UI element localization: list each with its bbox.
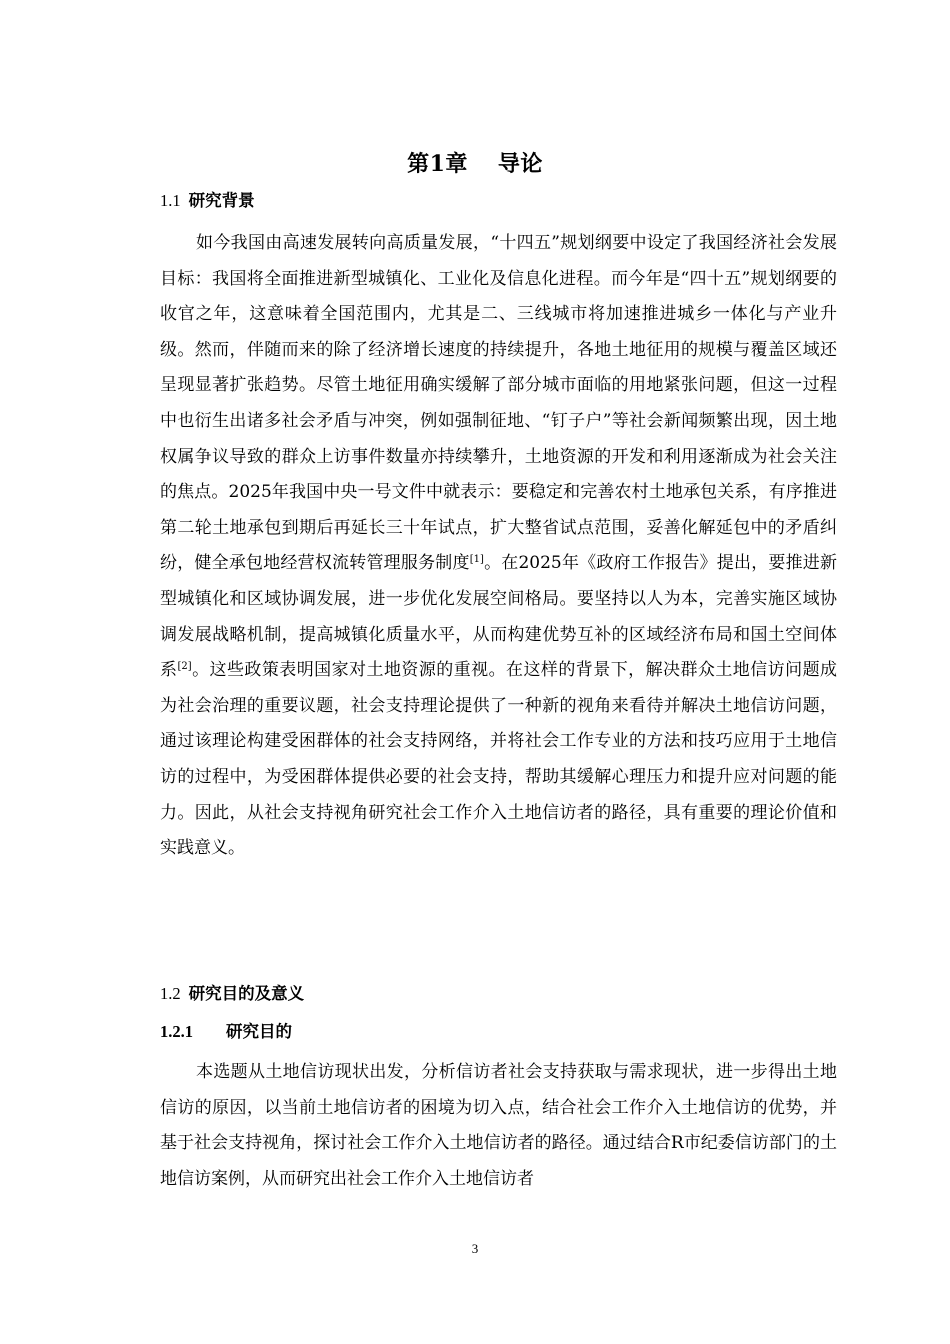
- section-number: 1.1: [160, 191, 181, 210]
- citation-ref-1: [1]: [469, 554, 484, 566]
- section-title: 研究目的及意义: [188, 984, 305, 1003]
- section-title: 研究背景: [188, 191, 255, 210]
- subsection-heading-1-2-1: [160, 1020, 292, 1044]
- page-number: 3: [471, 1241, 479, 1256]
- chapter-name: 导论: [497, 151, 543, 177]
- paragraph-text-part2: 。在2025年《政府工作报告》提出，要推进新型城镇化和区域协调发展，进一步优化发展空间格局。要坚持以人为本，完善实施区域协调发展战略机制，提高城镇化质量水平，从而构建优势互补的区域经济布局和国土空间体系: [160, 553, 838, 681]
- purpose-paragraph: [160, 1055, 837, 1197]
- paragraph-text-part3: 。这些政策表明国家对土地资源的重视。在这样的背景下，解决群众土地信访问题成为社会治理的重要议题，社会支持理论提供了一种新的视角来看待并解决土地信访问题，通过该理论构建受困群体的社会支持网络，并将社会工作专业的方法和技巧应用于土地信访的过程中，为受困群体提供必要的社会支持，帮助其缓解心理压力和提升应对问题的能力。因此，从社会支持视角研究社会工作介入土地信访者的路径，具有重要的理论价值和实践意义。: [160, 660, 838, 859]
- chapter-title: [0, 148, 950, 180]
- chapter-label: 第1章: [407, 151, 468, 177]
- subsection-number: 1.2.1: [160, 1022, 193, 1041]
- citation-ref-2: [2]: [177, 661, 192, 673]
- section-number: 1.2: [160, 984, 181, 1003]
- paragraph-text-part1: 如今我国由高速发展转向高质量发展，“十四五”规划纲要中设定了我国经济社会发展目标：我国将全面推进新型城镇化、工业化及信息化进程。而今年是“四十五”规划纲要的收官之年，这意味着全国范围内，尤其是二、三线城市将加速推进城乡一体化与产业升级。然而，伴随而来的除了经济增长速度的持续提升，各地土地征用的规模与覆盖区域还呈现显著扩张趋势。尽管土地征用确实缓解了部分城市面临的用地紧张问题，但这一过程中也衍生出诸多社会矛盾与冲突，例如强制征地、“钉子户”等社会新闻频繁出现，因土地权属争议导致的群众上访事件数量亦持续攀升，土地资源的开发和利用逐渐成为社会关注的焦点。2025年我国中央一号文件中就表示：要稳定和完善农村土地承包关系，有序推进第二轮土地承包到期后再延长三十年试点，扩大整省试点范围，妥善化解延包中的矛盾纠纷，健全承包地经营权流转管理服务制度: [160, 233, 837, 574]
- section-heading-1-1: [160, 189, 255, 213]
- section-heading-1-2: [160, 982, 304, 1006]
- subsection-title: 研究目的: [226, 1022, 292, 1041]
- background-paragraph: [160, 226, 837, 867]
- paragraph-text: 本选题从土地信访现状出发，分析信访者社会支持获取与需求现状，进一步得出土地信访的原因，以当前土地信访者的困境为切入点，结合社会工作介入土地信访的优势，并基于社会支持视角，探讨社会工作介入土地信访者的路径。通过结合R市纪委信访部门的土地信访案例，从而研究出社会工作介入土地信访者: [160, 1062, 837, 1189]
